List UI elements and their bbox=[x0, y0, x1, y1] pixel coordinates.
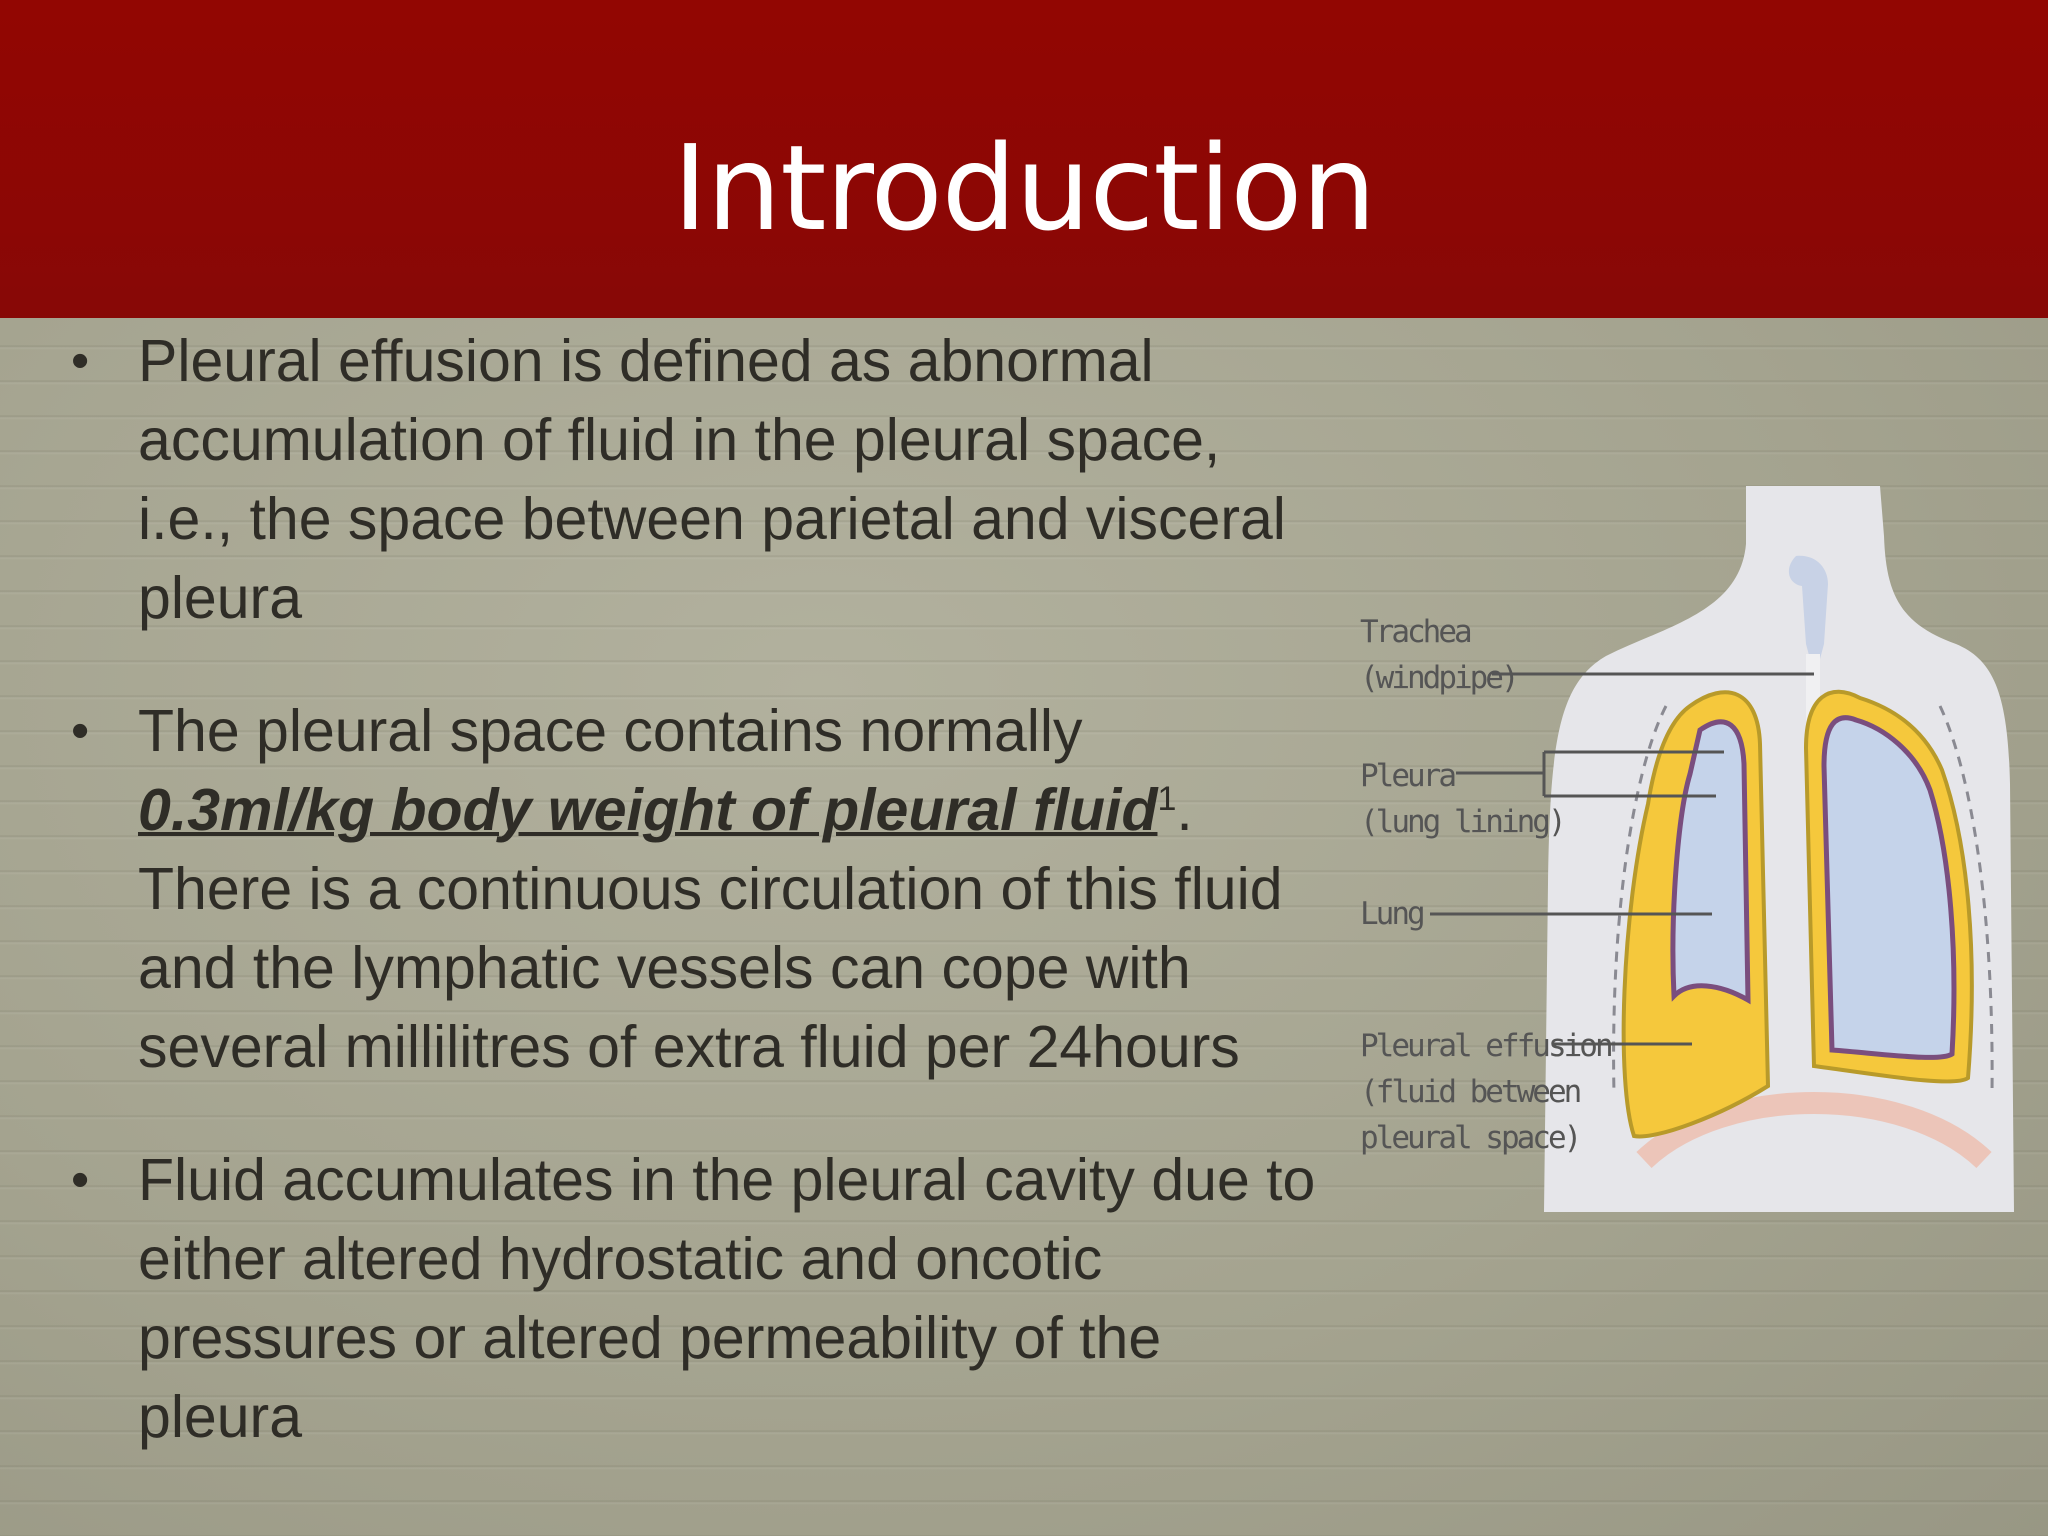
bullet-item bbox=[68, 692, 1318, 1087]
bullet-text: Fluid accumulates in the pleural cavity due to either altered hydrostatic and oncotic pressures or altered permeability of the pleura bbox=[138, 1147, 1316, 1450]
label-effusion: Pleural effusion bbox=[1360, 1028, 1611, 1064]
bullet-list bbox=[68, 322, 1318, 1457]
reference-marker: 1 bbox=[1157, 780, 1177, 818]
pleural-effusion-diagram bbox=[1344, 484, 2018, 1214]
bullet-item bbox=[68, 322, 1318, 638]
label-effusion-sub1: (fluid between bbox=[1360, 1074, 1580, 1110]
label-pleura-sub: (lung lining) bbox=[1360, 804, 1564, 840]
label-effusion-sub2: pleural space) bbox=[1360, 1120, 1580, 1156]
bullet-text: . There is a continuous circulation of this fluid and the lymphatic vessels can cope with several millilitres of extra fluid per 24hours bbox=[138, 777, 1283, 1080]
bullet-text: Pleural effusion is defined as abnormal accumulation of fluid in the pleural space, i.e., the space between parietal and visceral pleura bbox=[138, 328, 1286, 631]
label-trachea: Trachea bbox=[1360, 614, 1470, 650]
slide-title: Introduction bbox=[672, 119, 1376, 257]
bullet-item bbox=[68, 1141, 1318, 1457]
label-trachea-sub: (windpipe) bbox=[1360, 660, 1517, 696]
label-lung: Lung bbox=[1360, 896, 1423, 932]
emphasized-text: 0.3ml/kg body weight of pleural fluid bbox=[138, 777, 1158, 843]
bullet-text: The pleural space contains normally bbox=[138, 698, 1083, 764]
label-pleura: Pleura bbox=[1360, 758, 1454, 794]
